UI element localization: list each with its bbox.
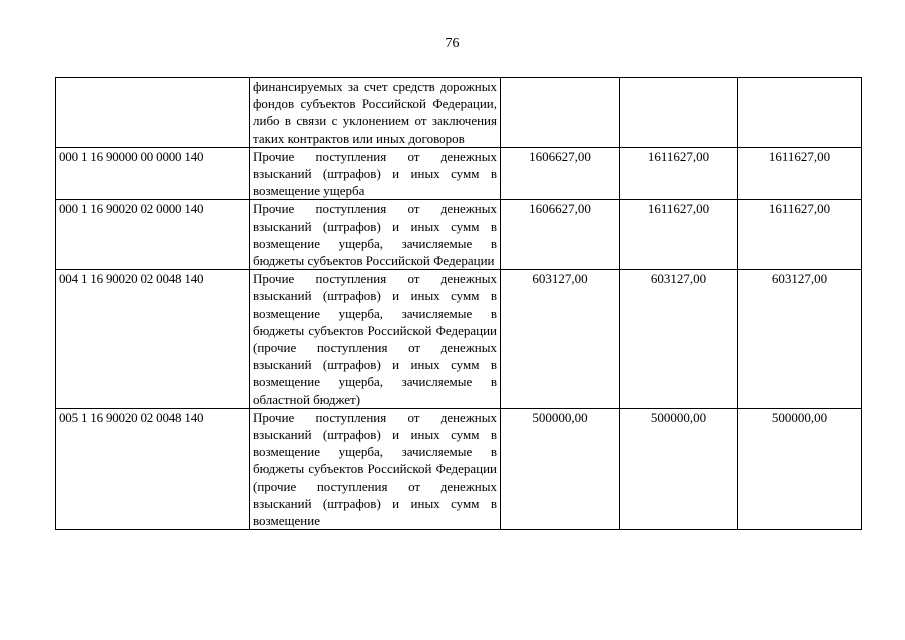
value-cell-1 <box>501 78 620 148</box>
table-row <box>56 78 862 148</box>
value-cell-3: 1611627,00 <box>738 200 862 270</box>
value-cell-1: 1606627,00 <box>501 147 620 200</box>
revenue-name-cell: Прочие поступления от денежных взысканий (штрафов) и иных сумм в возмещение ущерба, зачисляемые в бюджеты субъектов Российской Федерации (прочие поступления от денежных взысканий (штрафов) и иных сумм в возмещение <box>250 408 501 529</box>
table-row <box>56 270 862 409</box>
value-cell-1: 500000,00 <box>501 408 620 529</box>
value-cell-3: 1611627,00 <box>738 147 862 200</box>
value-cell-2: 500000,00 <box>620 408 738 529</box>
value-cell-2: 603127,00 <box>620 270 738 409</box>
table-row <box>56 147 862 200</box>
revenue-name-cell: Прочие поступления от денежных взысканий (штрафов) и иных сумм в возмещение ущерба, зачисляемые в бюджеты субъектов Российской Федерации (прочие поступления от денежных взысканий (штрафов) и иных сумм в возмещение ущерба, зачисляемые в областной бюджет) <box>250 270 501 409</box>
budget-code-cell: 004 1 16 90020 02 0048 140 <box>56 270 250 409</box>
budget-code-cell: 000 1 16 90020 02 0000 140 <box>56 200 250 270</box>
value-cell-2: 1611627,00 <box>620 147 738 200</box>
revenue-table <box>55 77 862 530</box>
page-number: 76 <box>445 36 460 51</box>
value-cell-2 <box>620 78 738 148</box>
table-row <box>56 200 862 270</box>
budget-code-cell: 005 1 16 90020 02 0048 140 <box>56 408 250 529</box>
value-cell-2: 1611627,00 <box>620 200 738 270</box>
revenue-name-cell: финансируемых за счет средств дорожных фондов субъектов Российской Федерации, либо в связи с уклонением от заключения таких контрактов или иных договоров <box>250 78 501 148</box>
value-cell-1: 603127,00 <box>501 270 620 409</box>
budget-code-cell <box>56 78 250 148</box>
revenue-name-cell: Прочие поступления от денежных взысканий (штрафов) и иных сумм в возмещение ущерба, зачисляемые в бюджеты субъектов Российской Федерации <box>250 200 501 270</box>
revenue-name-cell: Прочие поступления от денежных взысканий (штрафов) и иных сумм в возмещение ущерба <box>250 147 501 200</box>
budget-code-cell: 000 1 16 90000 00 0000 140 <box>56 147 250 200</box>
value-cell-3: 500000,00 <box>738 408 862 529</box>
value-cell-3 <box>738 78 862 148</box>
value-cell-1: 1606627,00 <box>501 200 620 270</box>
value-cell-3: 603127,00 <box>738 270 862 409</box>
table-row <box>56 408 862 529</box>
